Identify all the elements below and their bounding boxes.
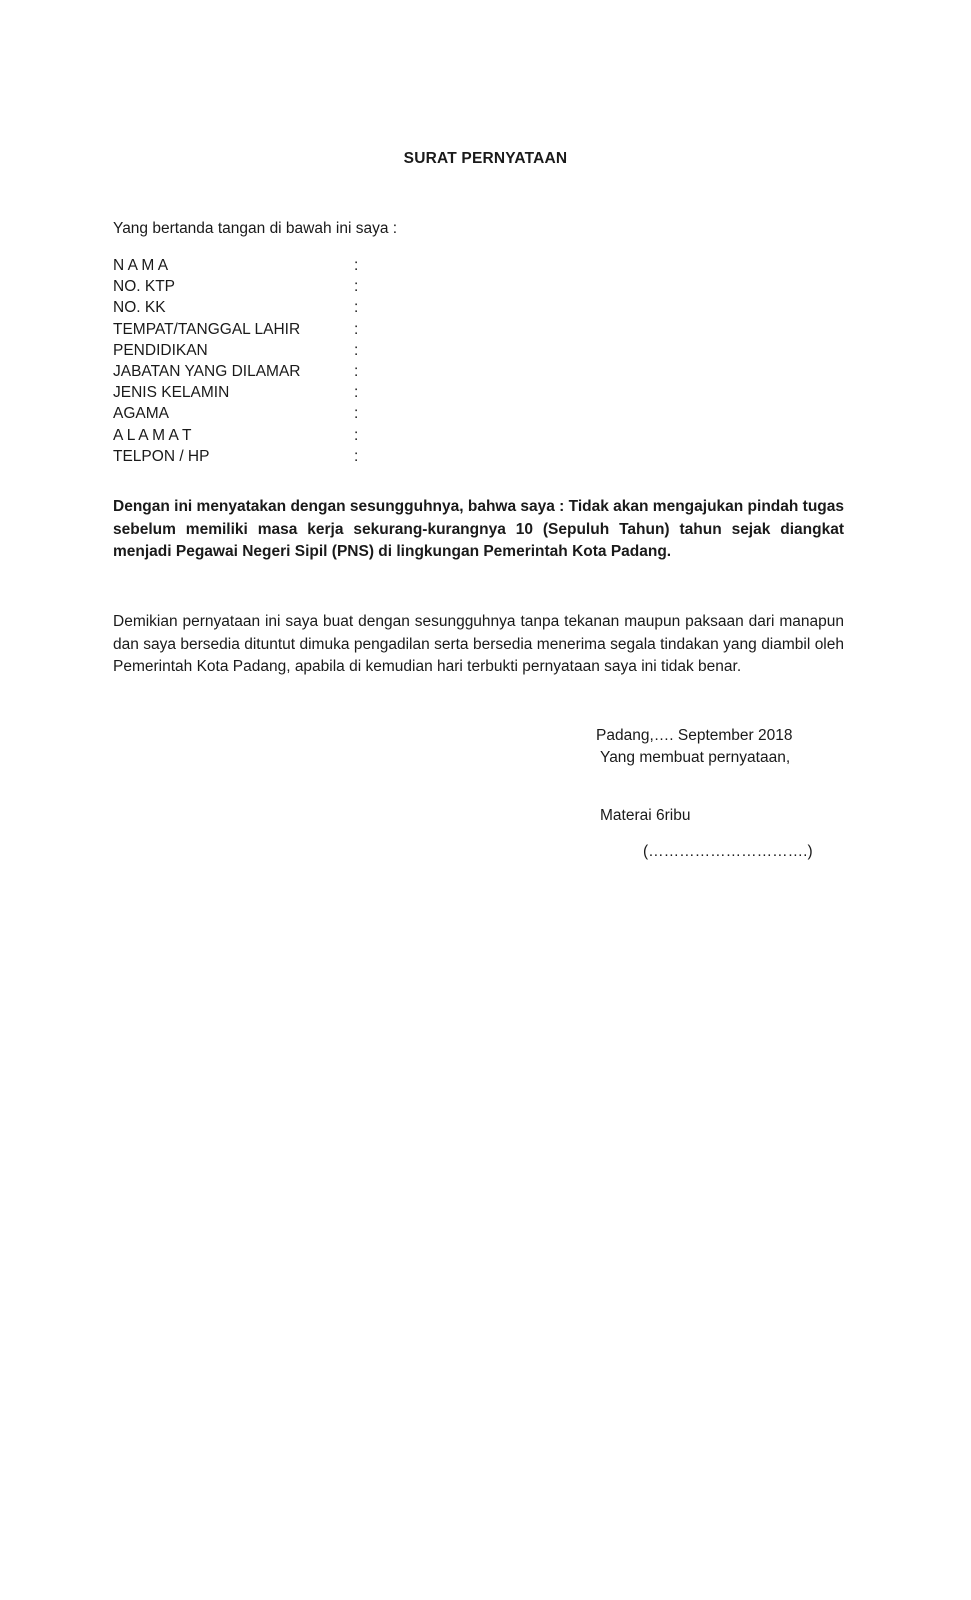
field-row-pendidikan: [113, 340, 413, 361]
field-label-pendidikan: PENDIDIKAN: [113, 341, 208, 359]
field-colon: :: [354, 257, 359, 274]
field-row-alamat: [113, 425, 413, 446]
field-label-jabatan: JABATAN YANG DILAMAR: [113, 362, 301, 380]
field-colon: :: [354, 384, 359, 402]
field-label-agama: AGAMA: [113, 405, 169, 423]
field-label-no-kk: NO. KK: [113, 299, 166, 317]
field-label-alamat: A L A M A T: [113, 426, 192, 444]
field-row-telpon: [113, 446, 413, 467]
field-row-no-ktp: [113, 276, 413, 297]
field-row-agama: [113, 403, 413, 424]
place-date: Padang,…. September 2018: [596, 727, 793, 744]
field-colon: :: [354, 405, 359, 423]
field-colon: :: [354, 299, 359, 317]
field-colon: :: [354, 320, 359, 338]
statement-paragraph: Dengan ini menyatakan dengan sesungguhnya, bahwa saya : Tidak akan mengajukan pindah tugas sebelum memiliki masa kerja sekurang-kurangnya 10 (Sepuluh Tahun) tahun sejak diangkat menjadi Pegawai Negeri Sipil (PNS) di lingkungan Pemerintah Kota Padang.: [113, 498, 844, 560]
stamp-label: Materai 6ribu: [600, 807, 691, 824]
field-label-telpon: TELPON / HP: [113, 447, 210, 465]
identity-fields: [113, 255, 413, 467]
field-label-no-ktp: NO. KTP: [113, 278, 176, 296]
signature-line: (………………………….): [643, 843, 813, 860]
field-colon: :: [354, 278, 359, 296]
maker-label: Yang membuat pernyataan,: [600, 749, 791, 766]
field-label-jenis-kelamin: JENIS KELAMIN: [113, 384, 230, 402]
document-title: SURAT PERNYATAAN: [403, 150, 568, 167]
field-row-no-kk: [113, 297, 413, 318]
field-row-jabatan: [113, 361, 413, 382]
field-colon: :: [354, 426, 359, 444]
field-row-jenis-kelamin: [113, 382, 413, 403]
field-row-tempat-tanggal-lahir: [113, 319, 413, 340]
field-colon: :: [354, 447, 359, 465]
intro-text: Yang bertanda tangan di bawah ini saya :: [113, 220, 398, 237]
field-colon: :: [354, 362, 359, 380]
closing-paragraph: Demikian pernyataan ini saya buat dengan sesungguhnya tanpa tekanan maupun paksaan dari manapun dan saya bersedia dituntut dimuka pengadilan serta bersedia menerima segala tindakan yang diambil oleh Pemerintah Kota Padang, apabila di kemudian hari terbukti pernyataan saya ini tidak benar.: [113, 613, 844, 675]
field-label-tempat-tanggal-lahir: TEMPAT/TANGGAL LAHIR: [113, 320, 301, 338]
field-colon: :: [354, 341, 359, 359]
field-label-nama: N A M A: [113, 257, 169, 274]
field-row-nama: [113, 255, 413, 276]
